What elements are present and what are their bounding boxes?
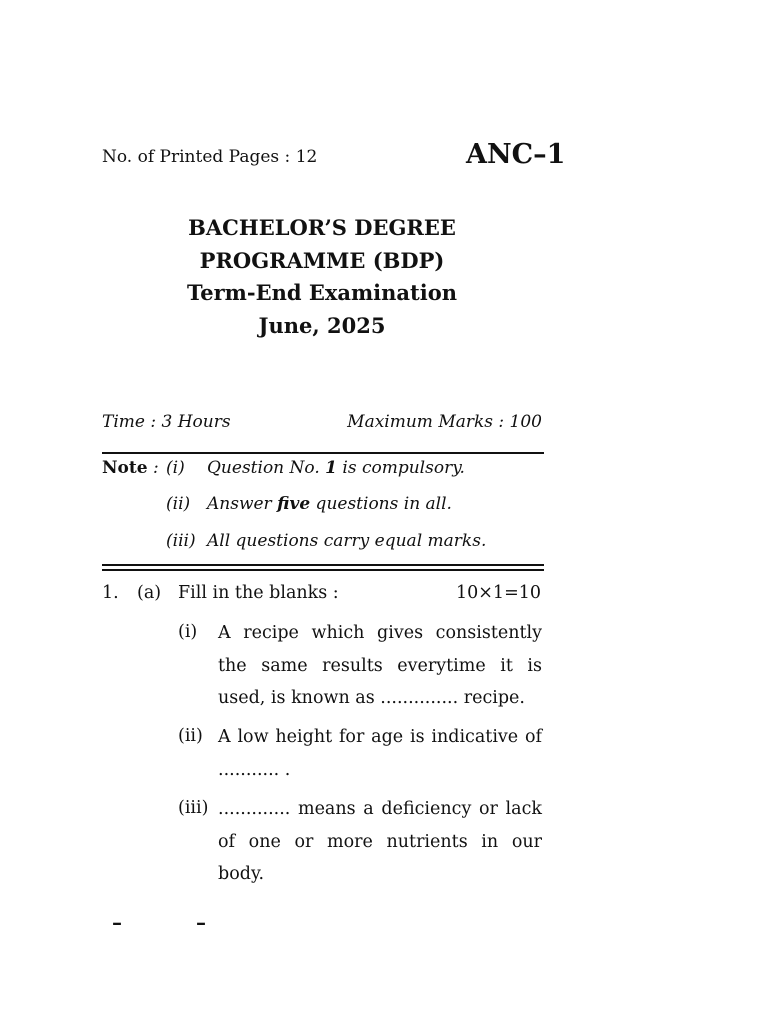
- time-allowed: Time : 3 Hours: [102, 412, 231, 432]
- question-number: 1.: [102, 583, 119, 603]
- sub-item-text: A low height for age is indicative of ........... .: [218, 727, 542, 780]
- question-part: (a): [137, 583, 162, 603]
- sub-item-number: (i): [178, 622, 198, 642]
- note-bold-word: five: [277, 494, 311, 514]
- maximum-marks: Maximum Marks : 100: [347, 412, 542, 432]
- note-item: [166, 531, 196, 551]
- footer-left-mark: –: [112, 910, 122, 934]
- title-line-3: Term-End Examination: [186, 280, 457, 305]
- question-instruction: Fill in the blanks :: [178, 583, 339, 603]
- note-bold-word: 1: [325, 458, 337, 478]
- sub-item-text: A recipe which gives consistently the same results everytime it is used, is known as .............. recipe.: [218, 623, 542, 708]
- note-item: [166, 458, 185, 478]
- printed-pages-count: No. of Printed Pages : 12: [102, 147, 318, 167]
- question-marks: 10×1=10: [456, 583, 541, 603]
- double-divider-top: [102, 564, 544, 566]
- note-item-text: All questions carry equal marks.: [207, 531, 487, 551]
- footer-right-mark: –: [196, 910, 206, 934]
- sub-item-number: (ii): [178, 726, 203, 746]
- note-item: [166, 494, 190, 514]
- top-divider: [102, 452, 544, 454]
- double-divider-bottom: [102, 569, 544, 571]
- note-separator: :: [147, 458, 159, 478]
- note-label: Note: [102, 458, 148, 478]
- title-line-2: PROGRAMME (BDP): [199, 247, 445, 273]
- note-number: (iii): [166, 531, 196, 551]
- note-number: (ii): [166, 494, 191, 514]
- note-item-text: Question No. 1 is compulsory.: [207, 458, 465, 478]
- exam-title-block: [102, 212, 542, 342]
- note-number: (i): [166, 458, 185, 478]
- title-line-4: June, 2025: [258, 312, 386, 338]
- note-item-text: Answer five questions in all.: [207, 494, 452, 514]
- sub-item-text: ............. means a deficiency or lack of one or more nutrients in our body.: [218, 799, 542, 884]
- sub-item-number: (iii): [178, 798, 209, 818]
- paper-code: ANC–1: [466, 139, 566, 170]
- title-line-1: BACHELOR’S DEGREE: [188, 215, 456, 240]
